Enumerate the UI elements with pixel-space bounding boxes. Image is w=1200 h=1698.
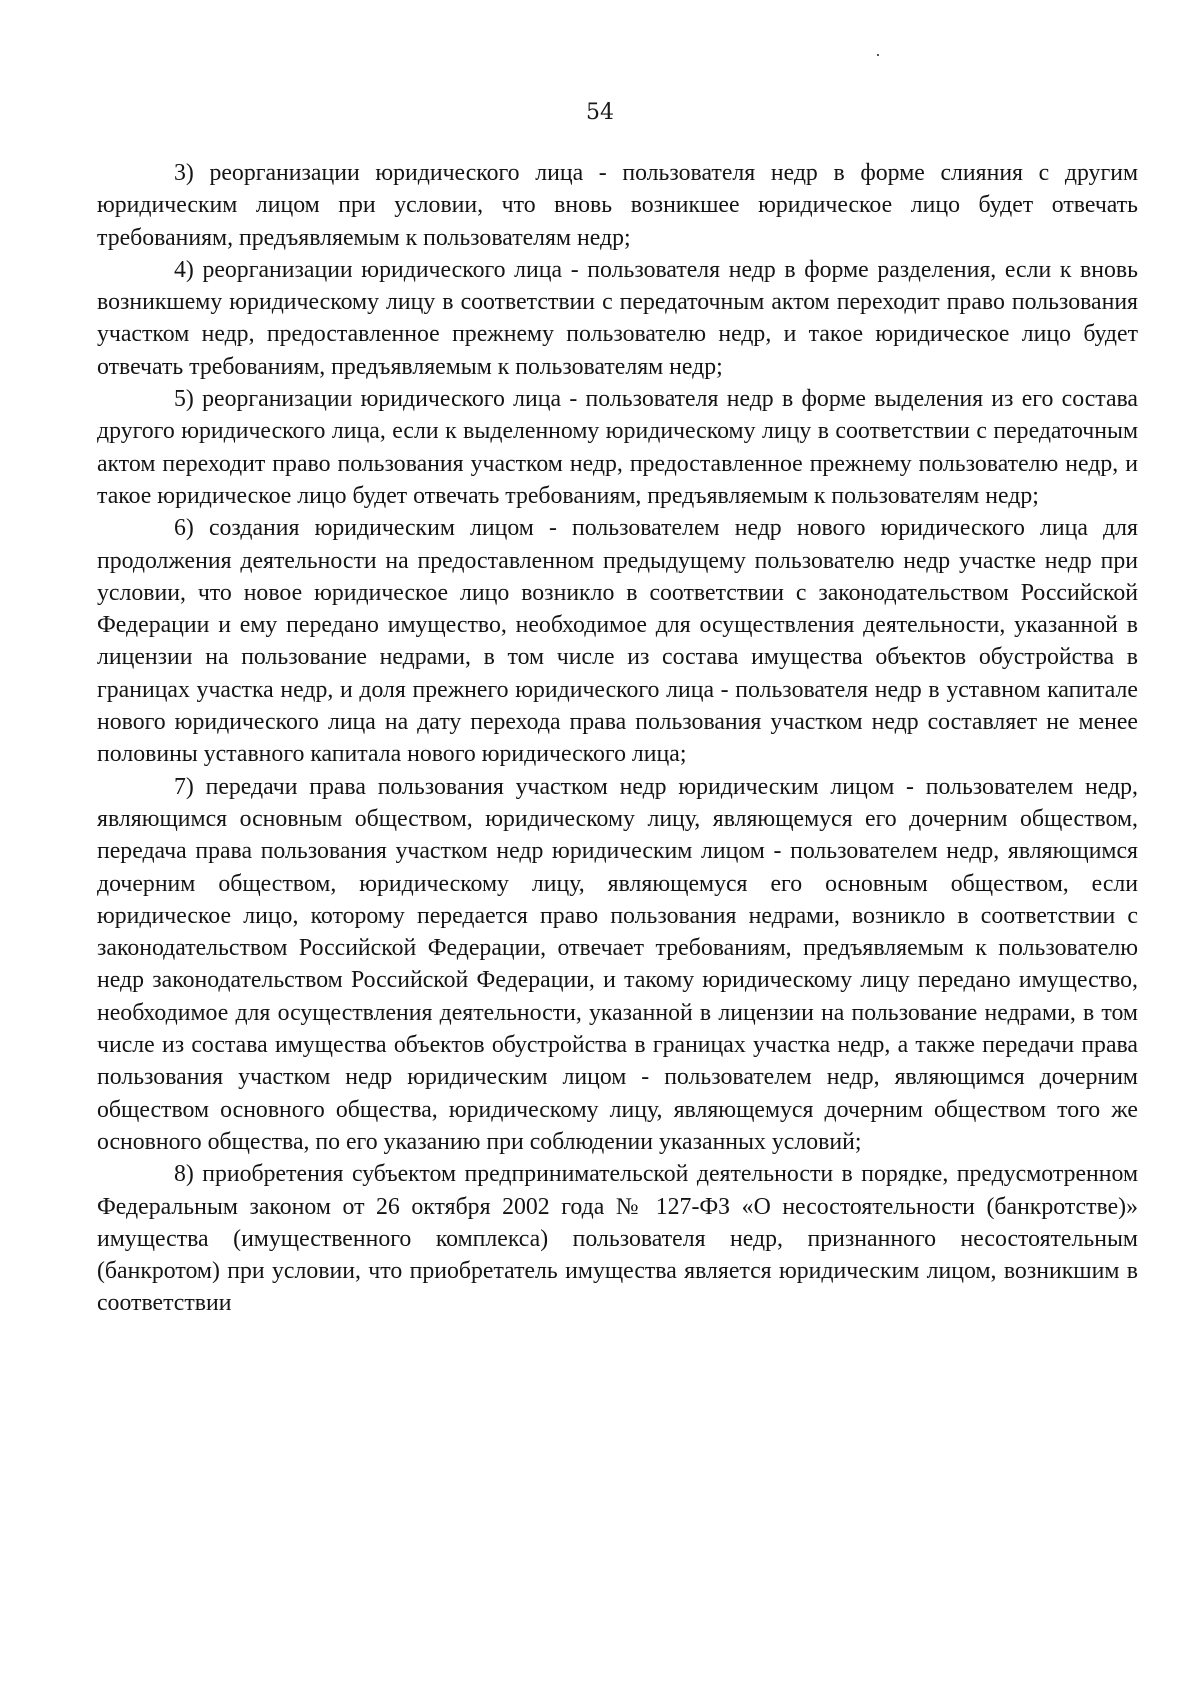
paragraph-item-6: 6) создания юридическим лицом - пользователем недр нового юридического лица для продолжения деятельности на предоставленном предыдущему пользователю недр участке недр при условии, что новое юридическое лицо возникло в соответствии с законодательством Российской Федерации и ему передано имущество, необходимое для осуществления деятельности, указанной в лицензии на пользование недрами, в том числе из состава имущества объектов обустройства в границах участка недр, и доля прежнего юридического лица - пользователя недр в уставном капитале нового юридического лица на дату перехода права пользования участком недр составляет не менее половины уставного капитала нового юридического лица; — [97, 515, 1138, 768]
scan-artifact-dot — [877, 54, 879, 56]
paragraph-item-8: 8) приобретения субъектом предпринимательской деятельности в порядке, предусмотренном Федеральным законом от 26 октября 2002 года № 127-ФЗ «О несостоятельности (банкротстве)» имущества (имущественного комплекса) пользователя недр, признанного несостоятельным (банкротом) при условии, что приобретатель имущества является юридическим лицом, возникшим в соответствии — [97, 1161, 1138, 1317]
paragraph-item-3: 3) реорганизации юридического лица - пользователя недр в форме слияния с другим юридическим лицом при условии, что вновь возникшее юридическое лицо будет отвечать требованиям, предъявляемым к пользователям недр; — [97, 160, 1138, 251]
paragraph-item-4: 4) реорганизации юридического лица - пользователя недр в форме разделения, если к вновь возникшему юридическому лицу в соответствии с передаточным актом переходит право пользования участком недр, предоставленное прежнему пользователю недр, и такое юридическое лицо будет отвечать требованиям, предъявляемым к пользователям недр; — [97, 256, 1138, 380]
paragraph-item-7: 7) передачи права пользования участком недр юридическим лицом - пользователем недр, являющимся основным обществом, юридическому лицу, являющемуся его дочерним обществом, передача права пользования участком недр юридическим лицом - пользователем недр, являющимся дочерним обществом, юридическому лицу, являющемуся его основным обществом, если юридическое лицо, которому передается право пользования недрами, возникло в соответствии с законодательством Российской Федерации, отвечает требованиям, предъявляемым к пользователю недр законодательством Российской Федерации, и такому юридическому лицу передано имущество, необходимое для осуществления деятельности, указанной в лицензии на пользование недрами, в том числе из состава имущества объектов обустройства в границах участка недр, а также передачи права пользования участком недр юридическим лицом - пользователем недр, являющимся дочерним обществом основного общества, юридическому лицу, являющемуся дочерним обществом того же основного общества, по его указанию при соблюдении указанных условий; — [97, 773, 1138, 1155]
paragraph-item-5: 5) реорганизации юридического лица - пользователя недр в форме выделения из его состава другого юридического лица, если к выделенному юридическому лицу в соответствии с передаточным актом переходит право пользования участком недр, предоставленное прежнему пользователю недр, и такое юридическое лицо будет отвечать требованиям, предъявляемым к пользователям недр; — [97, 386, 1138, 509]
document-body — [97, 157, 1138, 1320]
page-number: 54 — [586, 100, 614, 125]
